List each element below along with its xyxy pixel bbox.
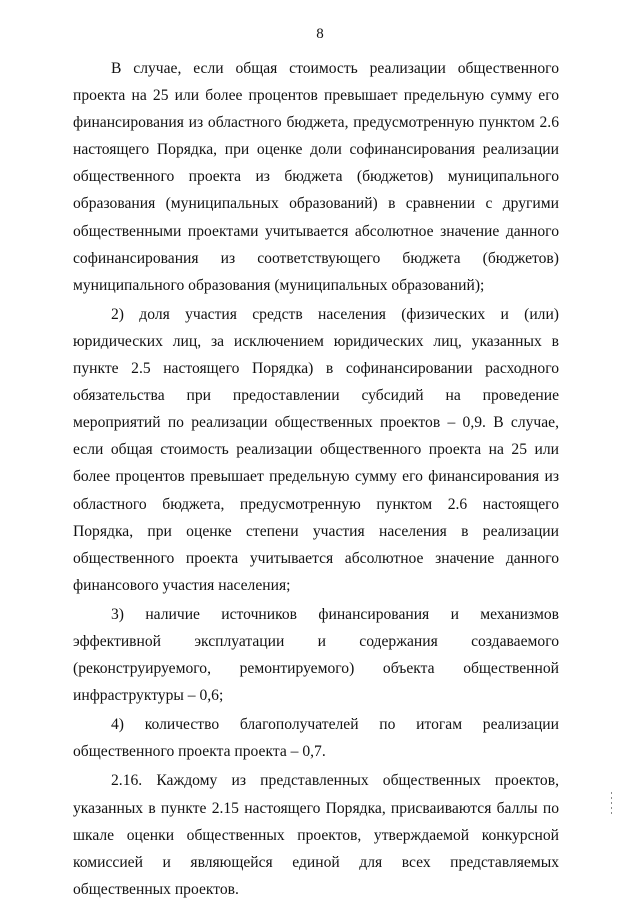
paragraph-cofinancing-municipal: В случае, если общая стоимость реализации общественного проекта на 25 или более процентов превышает предельную сумму его финансирования из областного бюджета, предусмотренную пунктом 2.6 настоящего Порядка, при оценке доли софинансирования реализации общественного проекта из бюджета (бюджетов) муниципального образования (муниципальных образований) в сравнении с другими общественными проектами учитывается абсолютное значение данного софинансирования из соответствующего бюджета (бюджетов) муниципального образования (муниципальных образований);	[73, 60, 559, 294]
paragraph-criterion-2: 2) доля участия средств населения (физических и (или) юридических лиц, за исключением юридических лиц, указанных в пункте 2.5 настоящего Порядка) в софинансировании расходного обязательства при предоставлении субсидий на проведение мероприятий по реализации общественных проектов – 0,9. В случае, если общая стоимость реализации общественного проекта на 25 или более процентов превышает предельную сумму его финансирования из областного бюджета, предусмотренную пунктом 2.6 настоящего Порядка, при оценке степени участия населения в реализации общественного проекта учитывается абсолютное значение данного финансового участия населения;	[73, 305, 559, 594]
page-number: 8	[316, 26, 324, 42]
document-body	[73, 55, 559, 903]
paragraph-2-16: 2.16. Каждому из представленных общественных проектов, указанных в пункте 2.15 настоящего Порядка, присваиваются баллы по шкале оценки общественных проектов, утверждаемой конкурсной комиссией и являющейся единой для всех представляемых общественных проектов.	[73, 772, 559, 898]
scan-artifact	[611, 792, 612, 814]
paragraph-criterion-4: 4) количество благополучателей по итогам реализации общественного проекта проекта – 0,7.	[73, 716, 559, 761]
paragraph-criterion-3: 3) наличие источников финансирования и механизмов эффективной эксплуатации и содержания создаваемого (реконструируемого, ремонтируемого) объекта общественной инфраструктуры – 0,6;	[73, 605, 559, 705]
